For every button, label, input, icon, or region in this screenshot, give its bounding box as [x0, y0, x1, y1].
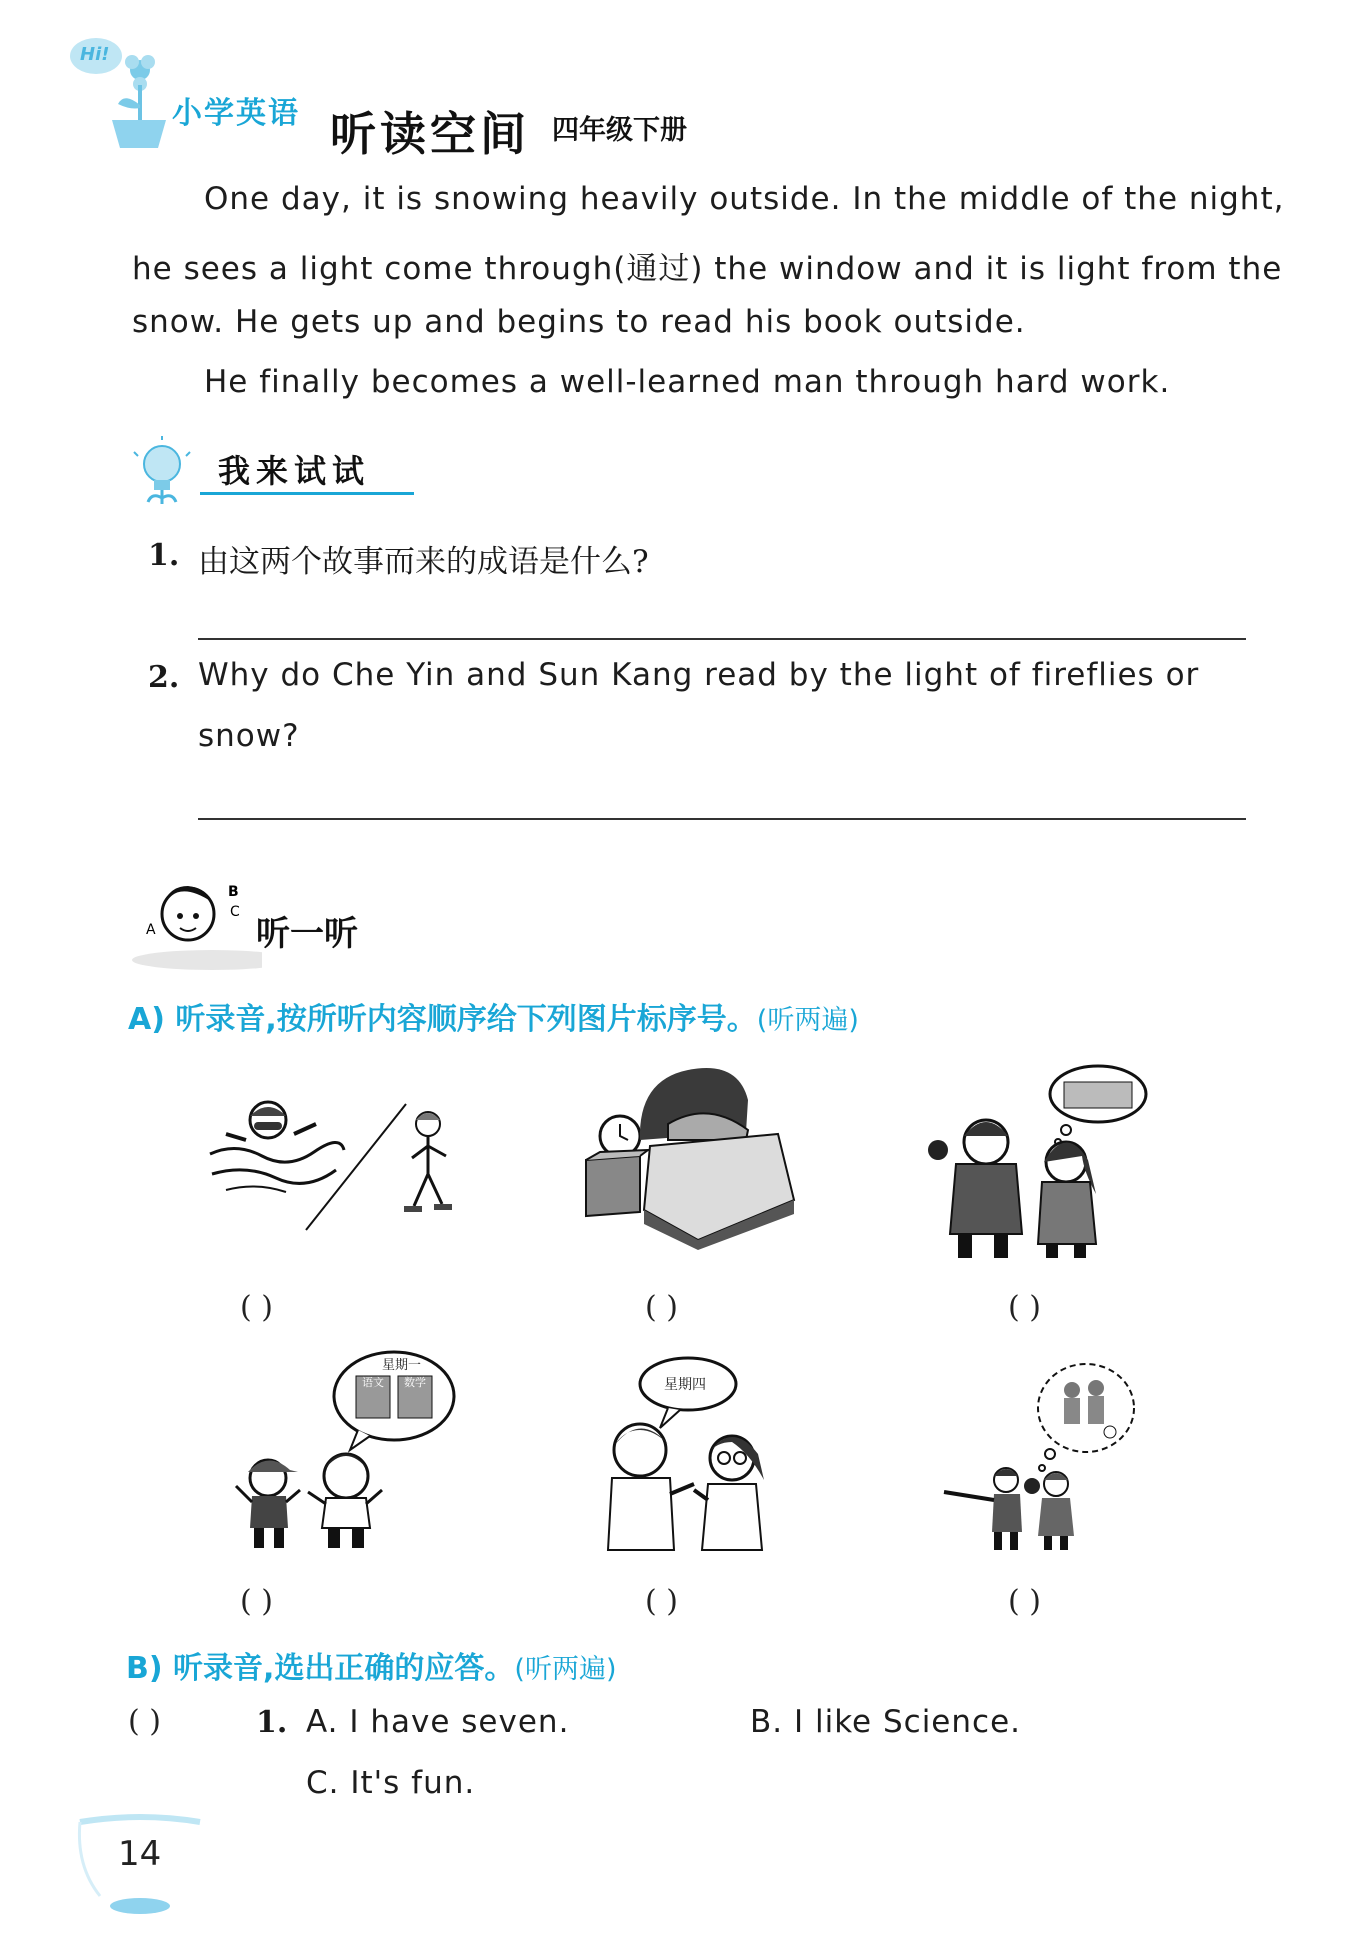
option-c: C. It's fun. [306, 1765, 476, 1801]
lightbulb-icon [132, 436, 192, 508]
answer-paren-a5[interactable]: ( ) [645, 1584, 678, 1619]
listen-section-title: 听一听 [256, 914, 358, 954]
listening-boy-icon [132, 872, 262, 972]
story-paragraph-1-line-2: he sees a light come through(通过) the window and it is light from the [132, 251, 1283, 287]
answer-paren-b1[interactable]: ( ) [128, 1704, 161, 1739]
header-flower-logo [62, 30, 172, 150]
monday-subject-2: 数学 [404, 1376, 426, 1389]
svg-text:A: A [146, 922, 156, 938]
answer-paren-a1[interactable]: ( ) [240, 1290, 273, 1325]
part-a-instruction [128, 994, 859, 1038]
monday-bubble-text: 星期一 [382, 1358, 422, 1373]
answer-paren-a6[interactable]: ( ) [1008, 1584, 1041, 1619]
answer-paren-a2[interactable]: ( ) [645, 1290, 678, 1325]
question-1-number: 1. [148, 538, 180, 573]
question-2-number: 2. [148, 660, 180, 695]
option-a: A. I have seven. [306, 1704, 570, 1740]
thursday-bubble-text: 星期四 [664, 1377, 706, 1393]
story-paragraph-2: He finally becomes a well-learned man through hard work. [204, 364, 1171, 400]
page-number: 14 [118, 1834, 162, 1874]
hi-badge: Hi! [80, 44, 110, 65]
picture-kids-monday-schedule [228, 1346, 468, 1552]
header-title: 听读空间 [330, 107, 530, 161]
series-label: 小学英语 [172, 96, 300, 131]
question-1-text: 由这两个故事而来的成语是什么? [198, 544, 649, 580]
part-a-text: A) 听录音,按所听内容顺序给下列图片标序号。 [128, 1002, 757, 1037]
story-paragraph-1-line-1: One day, it is snowing heavily outside. In the middle of the night, [204, 181, 1285, 217]
part-a-note: (听两遍) [756, 1005, 859, 1036]
answer-paren-a3[interactable]: ( ) [1008, 1290, 1041, 1325]
monday-subject-1: 语文 [362, 1376, 384, 1389]
part-b-text: B) 听录音,选出正确的应答。 [126, 1651, 515, 1686]
svg-text:B: B [228, 884, 239, 900]
picture-kids-talking-swimming [926, 1064, 1150, 1260]
question-2-text-line-2: snow? [198, 718, 300, 754]
part-b-question-1-number: 1. [256, 1705, 288, 1740]
header-grade: 四年级下册 [552, 115, 687, 146]
try-title-underline [200, 492, 414, 495]
part-b-note: (听两遍) [514, 1654, 617, 1685]
answer-paren-a4[interactable]: ( ) [240, 1584, 273, 1619]
option-b: B. I like Science. [750, 1704, 1021, 1740]
answer-line-1[interactable] [198, 638, 1246, 640]
picture-kids-pointing-football [940, 1356, 1140, 1552]
try-section-title: 我来试试 [218, 452, 371, 490]
question-2-text-line-1: Why do Che Yin and Sun Kang read by the light of fireflies or [198, 657, 1200, 693]
svg-text:C: C [230, 904, 240, 920]
picture-swimming-skating [206, 1094, 456, 1234]
picture-sleeping-alarm-clock [578, 1060, 800, 1250]
story-paragraph-1-line-3: snow. He gets up and begins to read his book outside. [132, 304, 1026, 340]
part-b-instruction [126, 1643, 617, 1687]
answer-line-2[interactable] [198, 818, 1246, 820]
